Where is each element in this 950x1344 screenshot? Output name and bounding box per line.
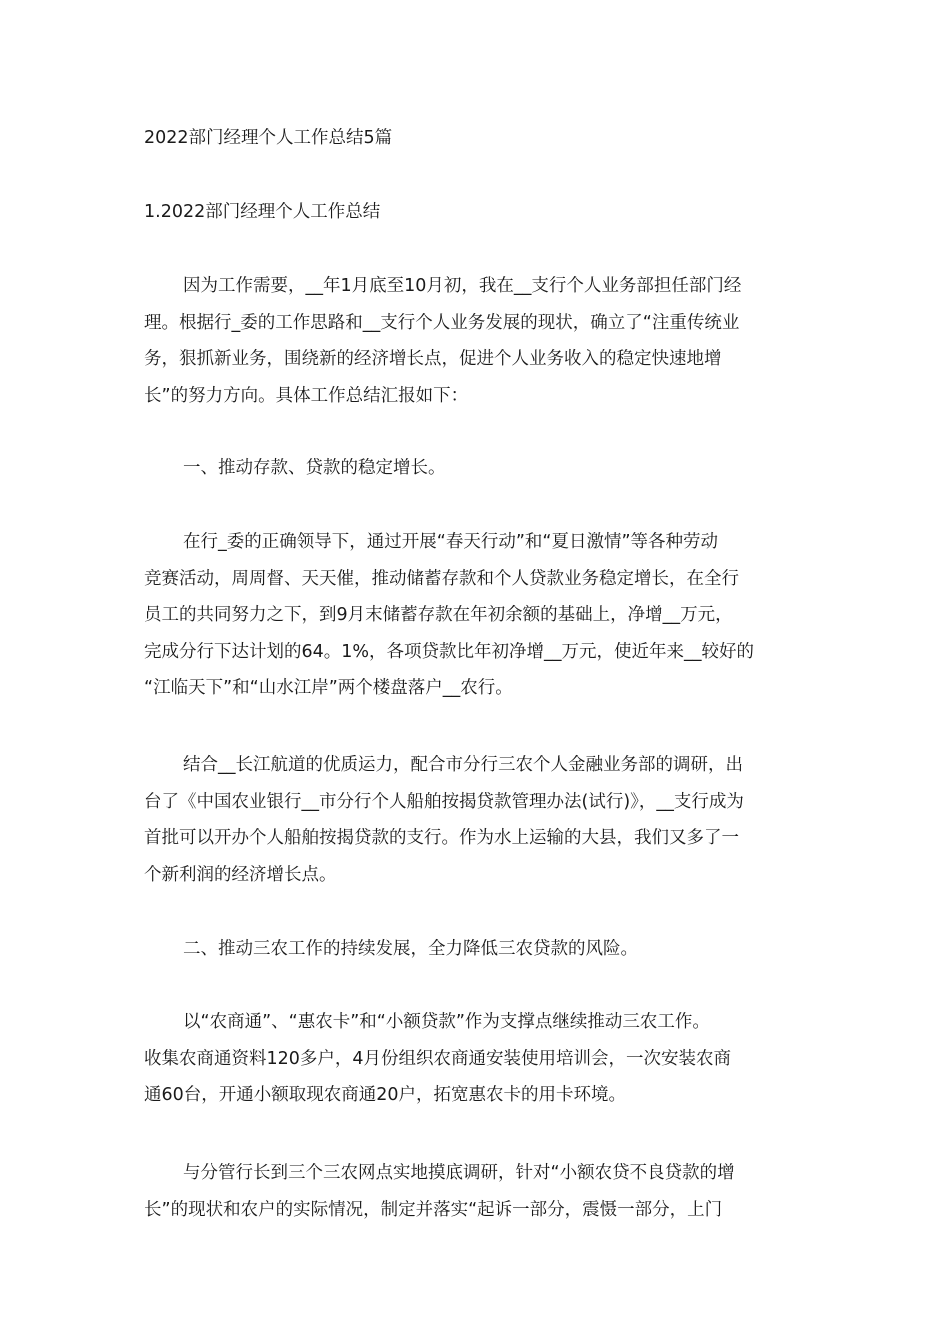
paragraph-4 xyxy=(144,1004,804,1114)
paragraph-line: 务，狠抓新业务，围绕新的经济增长点，促进个人业务收入的稳定快速地增 xyxy=(144,349,722,369)
document-title: 2022部门经理个人工作总结5篇 xyxy=(144,128,393,148)
paragraph-line: 完成分行下达计划的64。1%，各项贷款比年初净增__万元，使近年来__较好的 xyxy=(144,641,755,662)
paragraph-3 xyxy=(144,747,804,893)
paragraph-line: “江临天下”和“山水江岸”两个楼盘落户__农行。 xyxy=(144,678,513,698)
paragraph-line: 长”的现状和农户的实际情况，制定并落实“起诉一部分，震慑一部分，上门 xyxy=(144,1199,723,1220)
paragraph-line: 长”的努力方向。具体工作总结汇报如下： xyxy=(144,385,469,406)
paragraph-line: 竞赛活动，周周督、天天催，推动储蓄存款和个人贷款业务稳定增长，在全行 xyxy=(144,568,739,589)
paragraph-line: 收集农商通资料120多户，4月份组织农商通安装使用培训会，一次安装农商 xyxy=(144,1048,732,1069)
paragraph-5 xyxy=(144,1155,804,1228)
paragraph-line: 台了《中国农业银行__市分行个人船舶按揭贷款管理办法(试行)》，__支行成为 xyxy=(144,791,744,812)
paragraph-line: 以“农商通”、“惠农卡”和“小额贷款”作为支撑点继续推动三农工作。 xyxy=(183,1012,710,1032)
paragraph-1 xyxy=(144,268,804,414)
paragraph-line: 通60台，开通小额取现农商通20户，拓宽惠农卡的用卡环境。 xyxy=(144,1085,627,1105)
paragraph-line: 在行_委的正确领导下，通过开展“春天行动”和“夏日激情”等各种劳动 xyxy=(183,532,719,552)
paragraph-line: 个新利润的经济增长点。 xyxy=(144,864,337,885)
paragraph-line: 员工的共同努力之下，到9月末储蓄存款在年初余额的基础上，净增__万元， xyxy=(144,605,733,625)
paragraph-2 xyxy=(144,524,804,707)
paragraph-line: 与分管行长到三个三农网点实地摸底调研，针对“小额农贷不良贷款的增 xyxy=(183,1163,735,1183)
section-subtitle: 1.2022部门经理个人工作总结 xyxy=(144,202,381,222)
paragraph-line: 因为工作需要，__年1月底至10月初，我在__支行个人业务部担任部门经 xyxy=(183,276,742,296)
paragraph-line: 首批可以开办个人船舶按揭贷款的支行。作为水上运输的大县，我们又多了一 xyxy=(144,828,739,848)
paragraph-line: 理。根据行_委的工作思路和__支行个人业务发展的现状，确立了“注重传统业 xyxy=(144,312,740,333)
paragraph-line: 结合__长江航道的优质运力，配合市分行三农个人金融业务部的调研，出 xyxy=(183,755,743,775)
section-heading-1: 一、推动存款、贷款的稳定增长。 xyxy=(183,458,446,478)
section-heading-2: 二、推动三农工作的持续发展，全力降低三农贷款的风险。 xyxy=(183,939,638,959)
